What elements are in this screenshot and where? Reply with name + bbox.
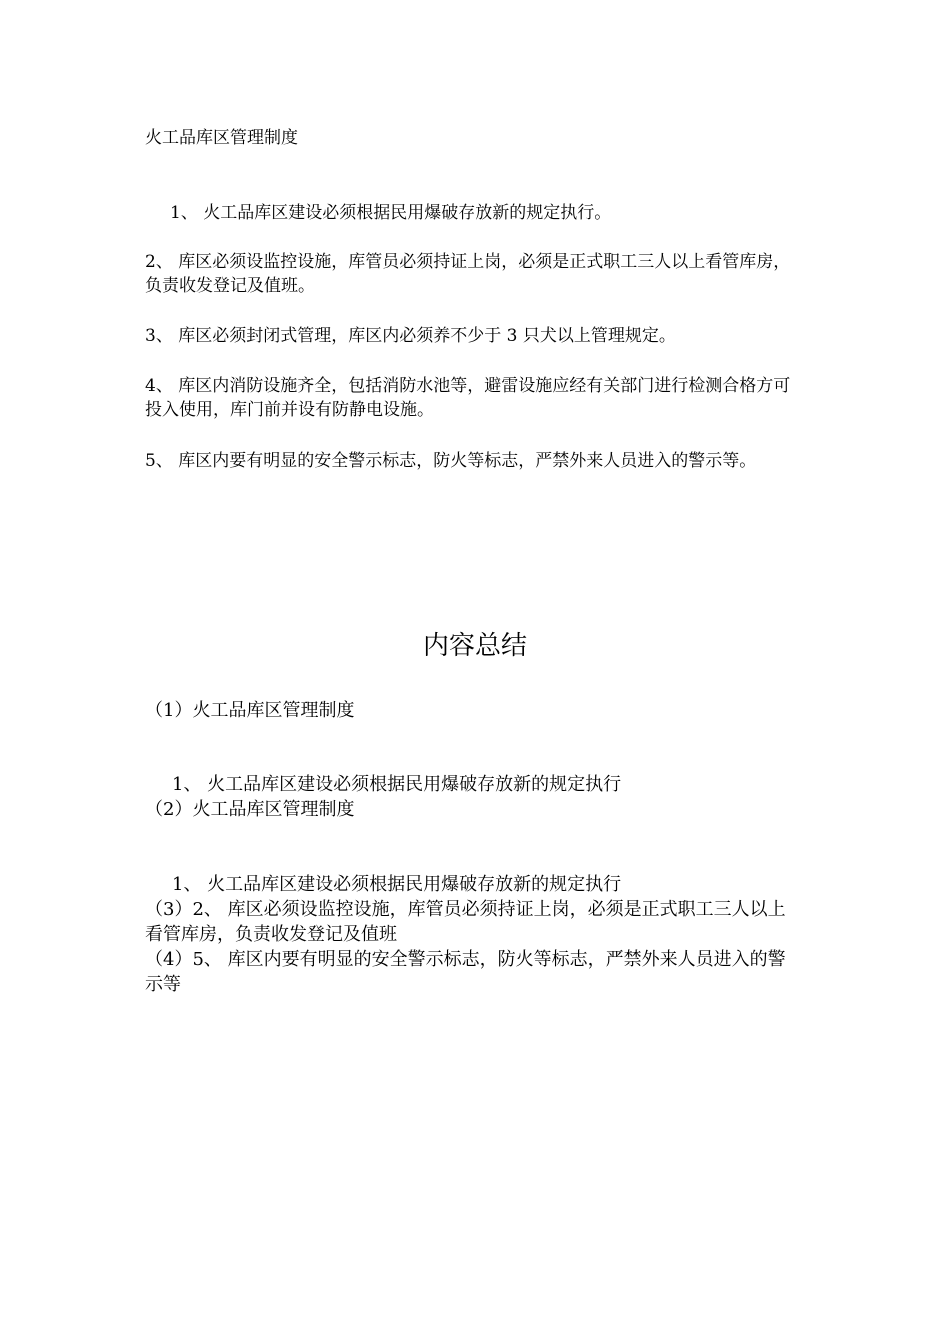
summary-line-2: 1、 火工品库区建设必须根据民用爆破存放新的规定执行 xyxy=(172,774,622,795)
rule-item-3: 3、 库区必须封闭式管理，库区内必须养不少于 3 只犬以上管理规定。 xyxy=(145,326,676,346)
rule-item-4: 4、 库区内消防设施齐全，包括消防水池等，避雷设施应经有关部门进行检测合格方可投入使用，库门前并设有防静电设施。 xyxy=(145,376,791,420)
summary-line-6: （4）5、 库区内要有明显的安全警示标志，防火等标志，严禁外来人员进入的警示等 xyxy=(145,949,786,995)
rule-item-2: 2、 库区必须设监控设施，库管员必须持证上岗，必须是正式职工三人以上看管库房，负责收发登记及值班。 xyxy=(145,252,791,296)
summary-line-5: （3）2、 库区必须设监控设施，库管员必须持证上岗，必须是正式职工三人以上看管库房，负责收发登记及值班 xyxy=(145,899,786,945)
rule-item-5: 5、 库区内要有明显的安全警示标志，防火等标志，严禁外来人员进入的警示等。 xyxy=(145,451,757,471)
summary-heading: 内容总结 xyxy=(422,631,527,661)
document-title: 火工品库区管理制度 xyxy=(145,128,298,148)
summary-line-4: 1、 火工品库区建设必须根据民用爆破存放新的规定执行 xyxy=(172,874,622,895)
summary-line-1: （1）火工品库区管理制度 xyxy=(145,700,355,721)
rule-item-1: 1、 火工品库区建设必须根据民用爆破存放新的规定执行。 xyxy=(170,203,612,223)
summary-line-3: （2）火工品库区管理制度 xyxy=(145,799,355,820)
